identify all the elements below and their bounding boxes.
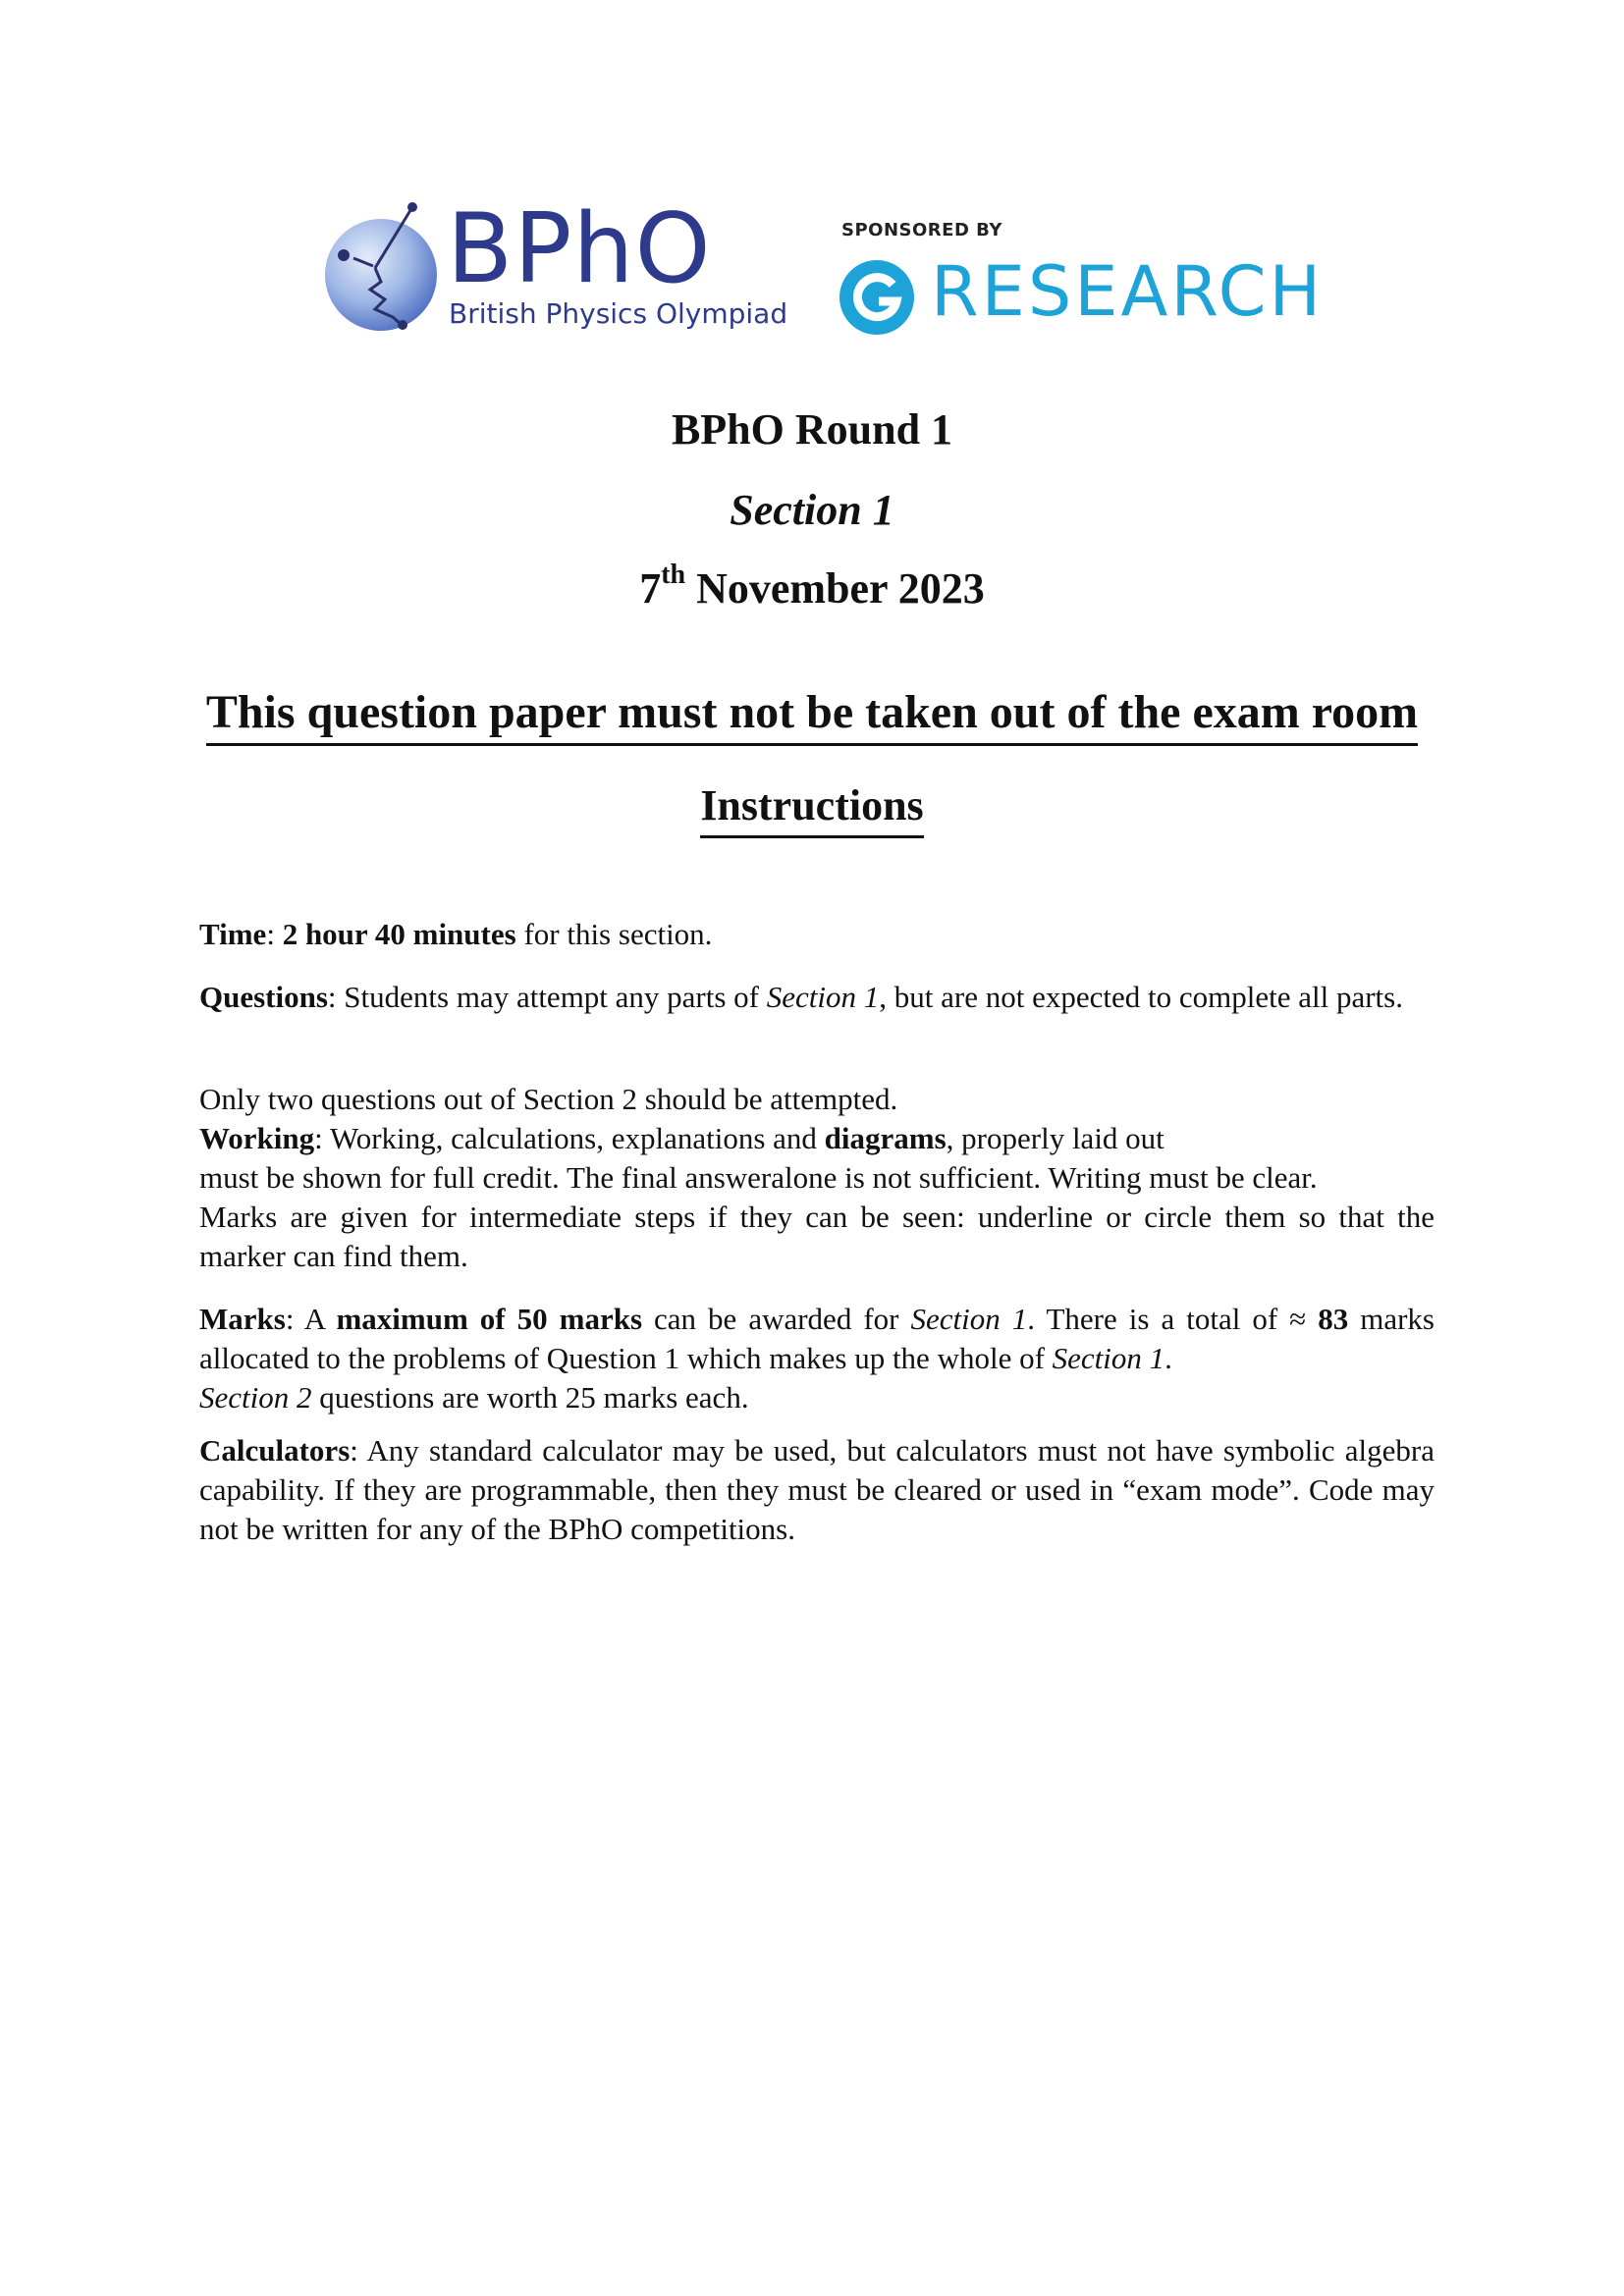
working-line-1 [199, 1119, 1435, 1158]
marks-text-2: can be awarded for [642, 1302, 911, 1336]
bpho-subtitle: British Physics Olympiad [449, 297, 788, 330]
time-rest: for this section. [515, 917, 713, 951]
time-label: Time [199, 917, 267, 951]
marks-text-4: marks allocated to the problems of Question 1 which makes up the whole of [199, 1302, 1435, 1375]
marks-text-3: . There is a total of ≈ [1027, 1302, 1319, 1336]
questions-text-2: , but are not expected to complete all parts. [879, 980, 1403, 1014]
working-line-3: Marks are given for intermediate steps if they can be seen: underline or circle them so that the marker can find them. [199, 1200, 1435, 1273]
time-sep: : [266, 917, 283, 951]
exam-room-warning [0, 685, 1624, 746]
bpho-globe-icon [324, 201, 442, 339]
calculators-text: : Any standard calculator may be used, but calculators must not have symbolic algebra capability. If they are programmable, then they must be cleared or used in “exam mode”. Code may not be written for any of the BPhO competitions. [199, 1433, 1435, 1546]
marks-label: Marks [199, 1302, 286, 1336]
marks-total: 83 [1318, 1302, 1349, 1336]
date-day: 7 [639, 564, 662, 613]
marks-section2 [199, 1378, 1435, 1417]
questions-label: Questions [199, 980, 328, 1014]
working-text-1: : Working, calculations, explanations and [314, 1121, 825, 1155]
section-title: Section 1 [730, 486, 894, 534]
calculators-paragraph [199, 1431, 1435, 1549]
date-rest: November 2023 [696, 564, 985, 613]
bpho-wordmark: BPhO [447, 193, 712, 305]
working-line-2: must be shown for full credit. The final answeralone is not sufficient. Writing must be clear. [199, 1160, 1318, 1195]
questions-section-ref: Section 1 [766, 980, 880, 1014]
logo-banner [0, 0, 1624, 412]
warning-text: This question paper must not be taken out of the exam room [206, 685, 1418, 746]
calculators-label: Calculators [199, 1433, 351, 1468]
exam-date [0, 560, 1624, 614]
instructions-heading [0, 780, 1624, 838]
marks-main [199, 1300, 1435, 1378]
marks-text-6: questions are worth 25 marks each. [311, 1380, 749, 1415]
time-paragraph [199, 915, 1435, 954]
sponsor-name: RESEARCH [931, 251, 1325, 332]
working-text-2: , properly laid out [946, 1121, 1164, 1155]
marks-section-ref-1: Section 1 [910, 1302, 1028, 1336]
questions-text-1: : Students may attempt any parts of [327, 980, 767, 1014]
marks-paragraph [199, 1300, 1435, 1417]
working-diagrams: diagrams [824, 1121, 947, 1155]
section2-note: Only two questions out of Section 2 should be attempted. [199, 1082, 898, 1116]
instructions-heading-text: Instructions [700, 781, 923, 838]
paper-title: BPhO Round 1 [671, 405, 953, 454]
marks-section-ref-3: Section 2 [199, 1380, 312, 1415]
g-research-icon [838, 258, 916, 337]
date-suffix: th [661, 560, 686, 591]
marks-max: maximum of 50 marks [336, 1302, 643, 1336]
working-paragraph [199, 1080, 1435, 1276]
sponsor-label: SPONSORED BY [841, 220, 1002, 240]
questions-paragraph [199, 978, 1435, 1017]
marks-text-5: . [1164, 1341, 1172, 1375]
working-label: Working [199, 1121, 315, 1155]
marks-section-ref-2: Section 1 [1052, 1341, 1165, 1375]
marks-text-1: : A [285, 1302, 337, 1336]
time-value: 2 hour 40 minutes [282, 917, 516, 951]
